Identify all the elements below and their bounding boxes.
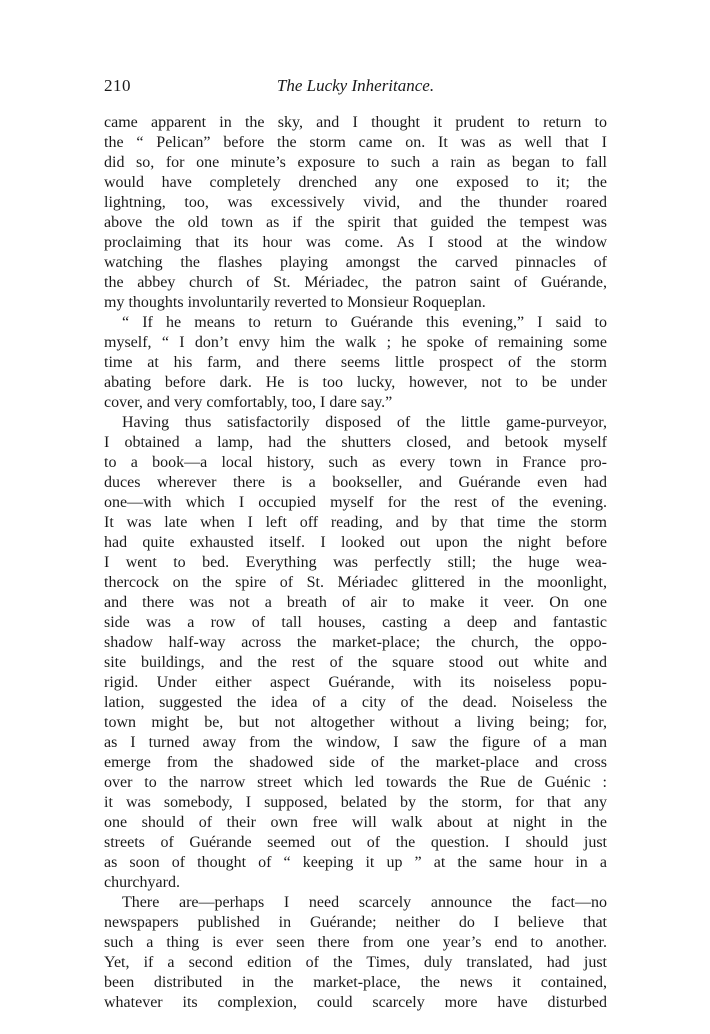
text-line: cover, and very comfortably, too, I dare say.” [104, 394, 393, 411]
text-line: Yet, if a second edition of the Times, duly translated, had just [104, 954, 607, 971]
text-line: lightning, too, was excessively vivid, and the thunder roared [104, 194, 607, 211]
text-line: “ If he means to return to Guérande this evening,” I said to [122, 314, 607, 331]
text-line: as soon of thought of “ keeping it up ” at the same hour in a [104, 854, 607, 871]
text-line: and there was not a breath of air to make it veer. On one [104, 594, 607, 611]
text-line: duces wherever there is a bookseller, and Guérande even had [104, 474, 607, 491]
text-line: There are—perhaps I need scarcely announce the fact—no [122, 894, 607, 911]
text-line: came apparent in the sky, and I thought it prudent to return to [104, 114, 607, 131]
text-line: my thoughts involuntarily reverted to Monsieur Roqueplan. [104, 294, 486, 311]
text-line: lation, suggested the idea of a city of the dead. Noiseless the [104, 694, 607, 711]
page-number: 210 [104, 76, 131, 95]
text-line: rigid. Under either aspect Guérande, with its noiseless popu- [104, 674, 607, 691]
text-line: one—with which I occupied myself for the rest of the evening. [104, 494, 607, 511]
body-text [104, 113, 607, 1013]
text-line: proclaiming that its hour was come. As I stood at the window [104, 234, 607, 251]
text-line: would have completely drenched any one exposed to it; the [104, 174, 607, 191]
text-line: I obtained a lamp, had the shutters closed, and betook myself [104, 434, 607, 451]
text-line: had quite exhausted itself. I looked out upon the night before [104, 534, 607, 551]
text-line: the “ Pelican” before the storm came on. It was as well that I [104, 134, 607, 151]
text-line: watching the flashes playing amongst the carved pinnacles of [104, 254, 607, 271]
text-line: Having thus satisfactorily disposed of the little game-purveyor, [122, 414, 607, 431]
text-line: emerge from the shadowed side of the market-place and cross [104, 754, 607, 771]
running-title: The Lucky Inheritance. [276, 76, 435, 95]
text-line: It was late when I left off reading, and by that time the storm [104, 514, 607, 531]
text-line: did so, for one minute’s exposure to such a rain as began to fall [104, 154, 607, 171]
text-line: over to the narrow street which led towards the Rue de Guénic : [104, 774, 607, 791]
text-line: myself, “ I don’t envy him the walk ; he spoke of remaining some [104, 334, 607, 351]
text-line: above the old town as if the spirit that guided the tempest was [104, 214, 607, 231]
text-line: as I turned away from the window, I saw the figure of a man [104, 734, 607, 751]
text-line: site buildings, and the rest of the square stood out white and [104, 654, 607, 671]
text-line: thercock on the spire of St. Mériadec glittered in the moonlight, [104, 574, 607, 591]
text-line: one should of their own free will walk about at night in the [104, 814, 607, 831]
book-page [104, 76, 607, 1013]
text-line: to a book—a local history, such as every town in France pro- [104, 454, 607, 471]
text-line: newspapers published in Guérande; neither do I believe that [104, 914, 607, 931]
text-line: time at his farm, and there seems little prospect of the storm [104, 354, 607, 371]
page-header [104, 76, 607, 102]
text-line: I went to bed. Everything was perfectly still; the huge wea- [104, 554, 607, 571]
text-line: side was a row of tall houses, casting a deep and fantastic [104, 614, 607, 631]
text-line: abating before dark. He is too lucky, however, not to be under [104, 374, 607, 391]
text-line: streets of Guérande seemed out of the question. I should just [104, 834, 607, 851]
text-line: the abbey church of St. Mériadec, the patron saint of Guérande, [104, 274, 607, 291]
text-line: been distributed in the market-place, the news it contained, [104, 974, 607, 991]
text-line: shadow half-way across the market-place; the church, the oppo- [104, 634, 607, 651]
text-line: churchyard. [104, 874, 180, 891]
text-line: town might be, but not altogether without a living being; for, [104, 714, 607, 731]
text-line: it was somebody, I supposed, belated by the storm, for that any [104, 794, 607, 811]
text-line: such a thing is ever seen there from one year’s end to another. [104, 934, 607, 951]
text-line: whatever its complexion, could scarcely more have disturbed [104, 994, 607, 1011]
